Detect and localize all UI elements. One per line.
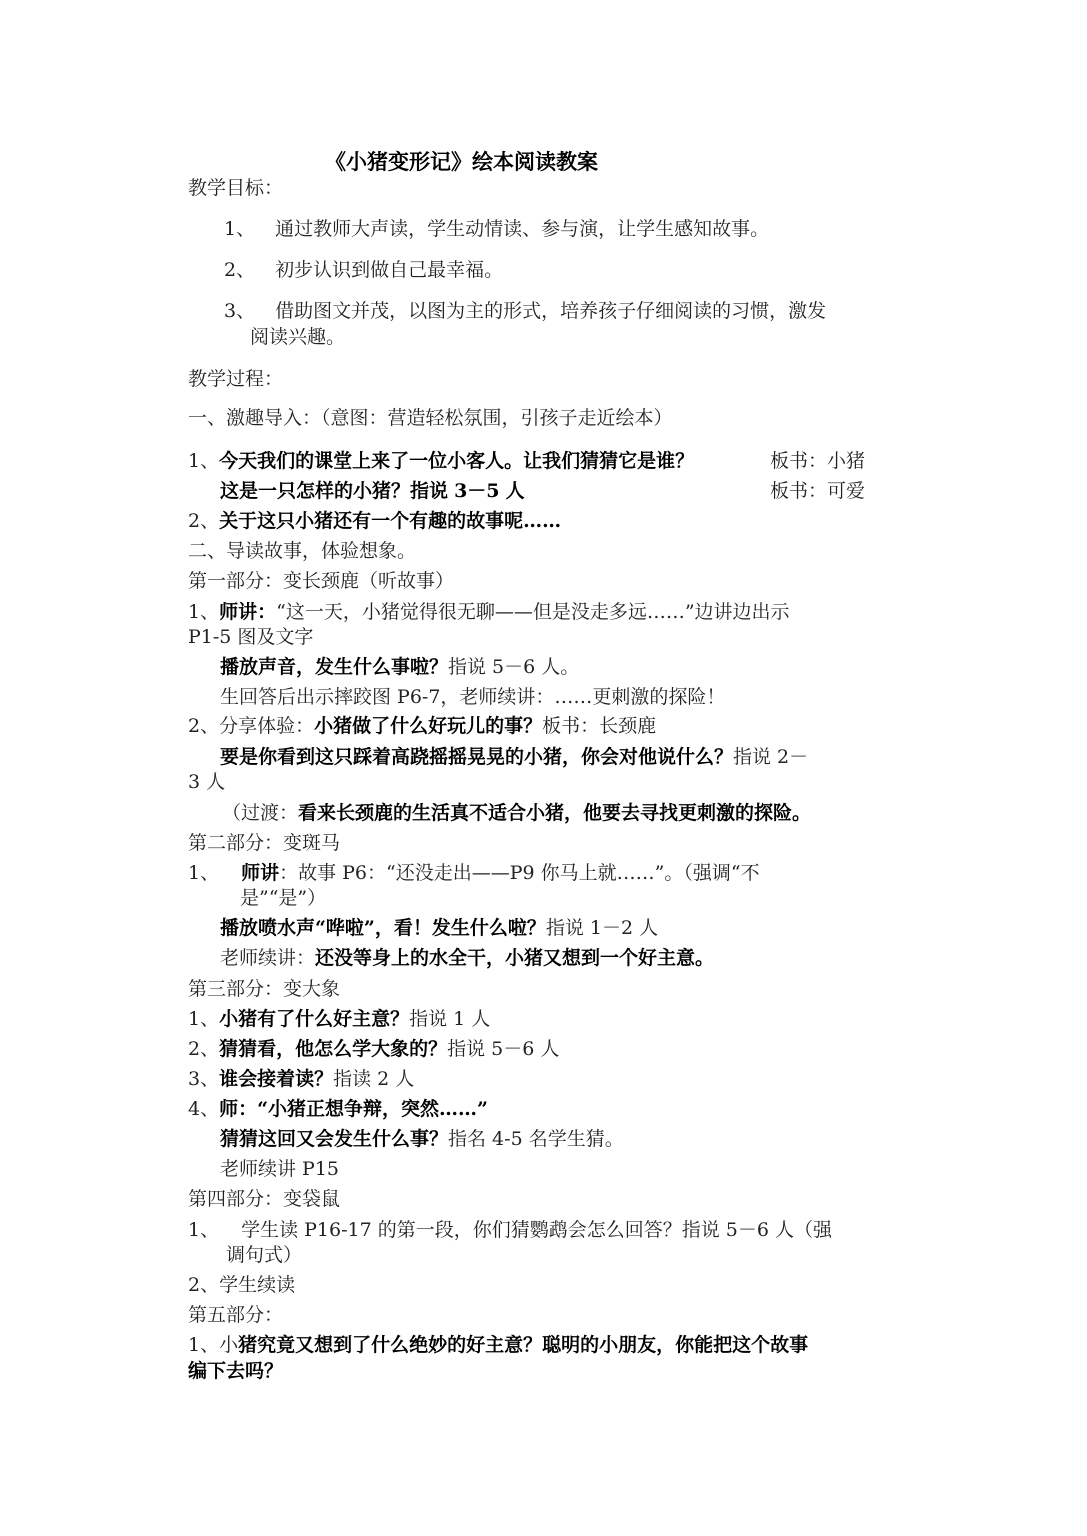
document-title: 《小猪变形记》绘本阅读教案 <box>325 149 598 174</box>
s1-item-1-number: 1、 <box>188 450 220 472</box>
p4-item-1-number: 1、 <box>188 1219 220 1241</box>
s1-item-1-followup-count: 3－5 <box>454 480 500 502</box>
p1-item-1-followup-note: 指说 5－6 人。 <box>448 656 580 678</box>
goal-2-text: 初步认识到做自己最幸福。 <box>275 259 504 281</box>
p1-item-2-board-note: 板书：长颈鹿 <box>542 715 657 737</box>
p4-item-1 <box>188 1218 832 1242</box>
p3-item-3 <box>188 1067 414 1091</box>
p1-item-2-followup <box>220 745 808 769</box>
p3-item-1 <box>188 1007 490 1031</box>
goals-heading: 教学目标： <box>188 177 284 199</box>
p2-item-1-number: 1、 <box>188 862 220 884</box>
p2-item-1-label: 师讲 <box>241 862 280 884</box>
p1-item-1-followup-text: 播放声音，发生什么事啦？ <box>220 656 449 678</box>
p1-item-1-number: 1、 <box>188 601 220 623</box>
p3-item-2 <box>188 1037 559 1061</box>
goal-item-2 <box>224 258 503 282</box>
goal-2-number: 2、 <box>224 259 256 281</box>
p2-item-1-continuation-text: 还没等身上的水全干，小猪又想到一个好主意。 <box>315 947 715 969</box>
p1-item-1-label: 师讲： <box>219 601 277 623</box>
p1-item-2-text: 小猪做了什么好玩儿的事？ <box>314 715 543 737</box>
p1-item-1-followup <box>220 655 579 679</box>
p3-item-3-text: 谁会接着读？ <box>219 1068 334 1090</box>
p3-item-3-note: 指读 2 人 <box>333 1068 415 1090</box>
p3-item-2-text: 猜猜看，他怎么学大象的？ <box>219 1038 448 1060</box>
goal-3-text-continued: 阅读兴趣。 <box>250 326 346 348</box>
p2-item-1-text: ：故事 P6：“还没走出——P9 你马上就……”。（强调“不 <box>279 862 760 884</box>
p5-item-1 <box>188 1333 808 1357</box>
part-5-heading: 第五部分： <box>188 1304 284 1326</box>
s1-item-1-followup-text: 这是一只怎样的小猪？指说 <box>220 480 449 502</box>
p2-item-1-continuation <box>220 946 714 970</box>
s1-item-1-followup <box>220 479 525 503</box>
goal-1-text: 通过教师大声读，学生动情读、参与演，让学生感知故事。 <box>275 218 770 240</box>
p1-item-2-followup-text: 要是你看到这只踩着高跷摇摇晃晃的小猪，你会对他说什么？ <box>220 746 734 768</box>
p3-item-1-note: 指说 1 人 <box>409 1008 491 1030</box>
part-2-heading: 第二部分：变斑马 <box>188 832 341 854</box>
p3-item-4-continuation: 老师续讲 P15 <box>220 1158 340 1180</box>
s1-item-1 <box>188 449 694 473</box>
p1-item-2-label: 分享体验： <box>219 715 315 737</box>
p2-item-1-continuation-label: 老师续讲： <box>220 947 316 969</box>
p2-item-1-followup-text: 播放喷水声“哗啦”，看！发生什么啦？ <box>220 917 546 939</box>
s1-item-2-number: 2、 <box>188 510 220 532</box>
p1-item-1-continuation: 生回答后出示摔跤图 P6-7，老师续讲：……更刺激的探险！ <box>220 686 726 708</box>
p1-item-1-text: “这一天，小猪觉得很无聊——但是没走多远……”边讲边出示 <box>276 601 790 623</box>
p1-item-1 <box>188 600 790 624</box>
s1-item-1-text: 今天我们的课堂上来了一位小客人。让我们猜猜它是谁？ <box>219 450 695 472</box>
p2-item-1 <box>188 861 760 885</box>
s1-item-1-board-note: 板书：小猪 <box>770 450 866 472</box>
p4-item-2: 2、学生续读 <box>188 1274 296 1296</box>
p2-item-1-followup-note: 指说 1－2 人 <box>545 917 659 939</box>
p3-item-4-number: 4、 <box>188 1098 220 1120</box>
p1-item-2-followup-continued: 3 人 <box>188 771 226 793</box>
p1-item-2-followup-note: 指说 2－ <box>733 746 809 768</box>
goal-3-text: 借助图文并茂，以图为主的形式，培养孩子仔细阅读的习惯，激发 <box>275 300 827 322</box>
p4-item-1-text: 学生读 P16-17 的第一段，你们猜鹦鹉会怎么回答？指说 5－6 人（强 <box>241 1219 832 1241</box>
goal-item-3 <box>224 299 826 323</box>
p1-transition <box>222 801 811 825</box>
s1-item-2-text: 关于这只小猪还有一个有趣的故事呢…… <box>219 510 562 532</box>
p1-transition-text: 看来长颈鹿的生活真不适合小猪，他要去寻找更刺激的探险。 <box>298 802 812 824</box>
p2-item-1-text-continued: 是”“是”） <box>240 887 327 909</box>
p2-item-1-followup <box>220 916 658 940</box>
section-1-heading: 一、激趣导入：（意图：营造轻松氛围，引孩子走近绘本） <box>188 407 673 429</box>
part-1-heading: 第一部分：变长颈鹿（听故事） <box>188 570 455 592</box>
p5-item-1-number: 1、小 <box>188 1334 239 1356</box>
p4-item-1-text-continued: 调句式） <box>226 1244 303 1266</box>
s1-item-1-followup-unit: 人 <box>505 480 525 502</box>
p3-item-2-note: 指说 5－6 人 <box>447 1038 560 1060</box>
p1-item-2-number: 2、 <box>188 715 220 737</box>
p1-transition-label: （过渡： <box>222 802 299 824</box>
process-heading: 教学过程： <box>188 368 284 390</box>
p5-item-1-text-continued: 编下去吗？ <box>188 1360 284 1382</box>
p3-item-4-text: 师：“小猪正想争辩，突然……” <box>219 1098 488 1120</box>
p3-item-1-number: 1、 <box>188 1008 220 1030</box>
part-4-heading: 第四部分：变袋鼠 <box>188 1188 341 1210</box>
goal-1-number: 1、 <box>224 218 256 240</box>
goal-3-number: 3、 <box>224 300 256 322</box>
part-3-heading: 第三部分：变大象 <box>188 978 341 1000</box>
p3-item-3-number: 3、 <box>188 1068 220 1090</box>
section-2-heading: 二、导读故事，体验想象。 <box>188 540 417 562</box>
p3-item-4 <box>188 1097 488 1121</box>
p1-item-1-text-continued: P1-5 图及文字 <box>188 626 314 648</box>
goal-item-1 <box>224 217 769 241</box>
p3-item-4-followup-note: 指名 4-5 名学生猜。 <box>448 1128 624 1150</box>
s1-item-2 <box>188 509 561 533</box>
p3-item-1-text: 小猪有了什么好主意？ <box>219 1008 410 1030</box>
p3-item-4-followup-text: 猜猜这回又会发生什么事？ <box>220 1128 449 1150</box>
p5-item-1-text: 猪究竟又想到了什么绝妙的好主意？聪明的小朋友，你能把这个故事 <box>238 1334 809 1356</box>
s1-item-1b-board-note: 板书：可爱 <box>770 480 866 502</box>
p3-item-4-followup <box>220 1127 624 1151</box>
p1-item-2 <box>188 714 656 738</box>
p3-item-2-number: 2、 <box>188 1038 220 1060</box>
